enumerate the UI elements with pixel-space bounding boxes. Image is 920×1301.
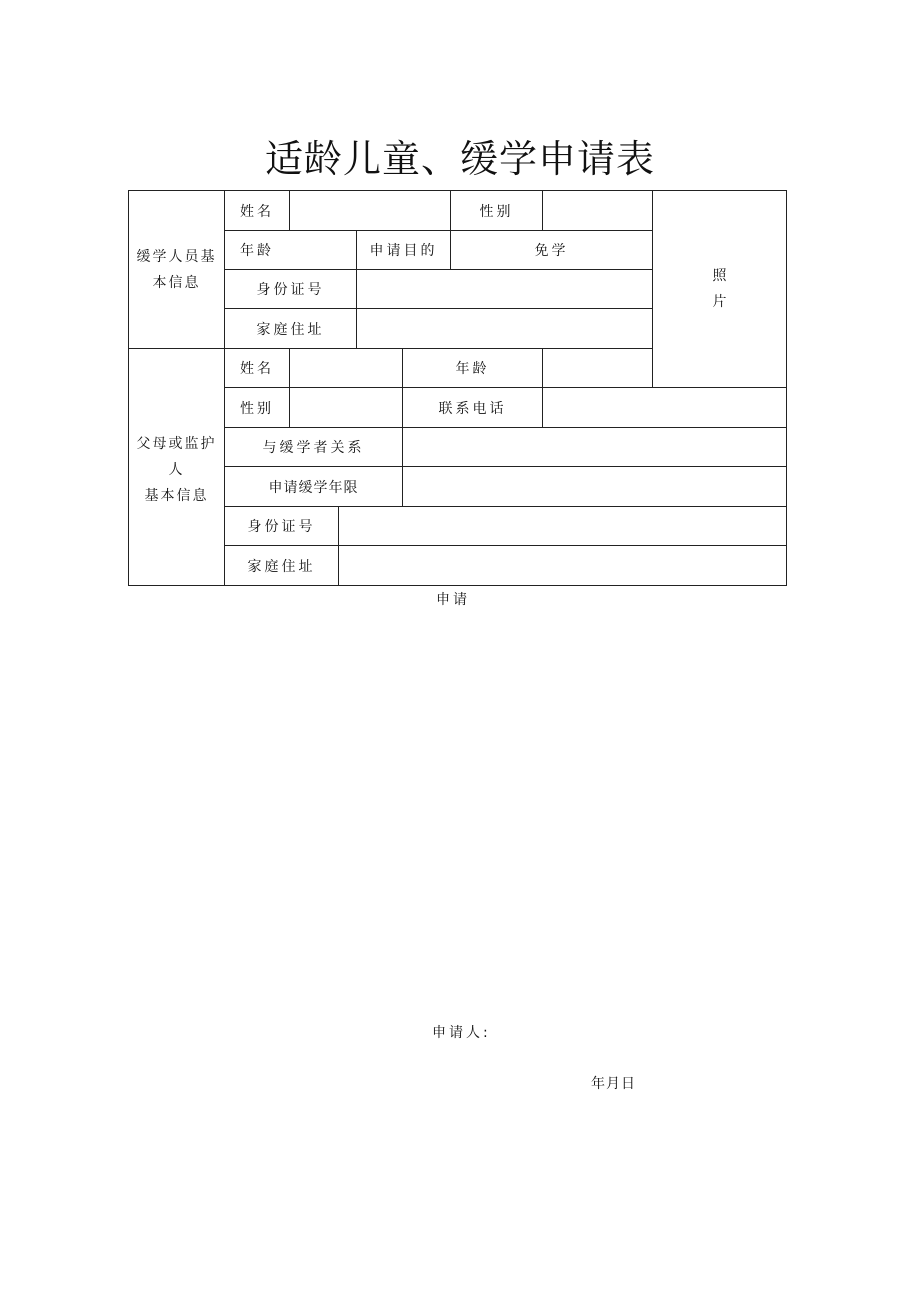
table-border-bottom [128,585,787,586]
guardian-id-field[interactable] [339,507,786,545]
form-title: 适龄儿童、缓学申请表 [264,137,655,181]
guardian-age-label: 年龄 [455,361,490,377]
purpose-label: 申请目的 [369,243,438,259]
section1-heading: 缓学人员基本信息 [136,249,217,291]
child-address-label: 家庭住址 [256,321,325,338]
guardian-id-label: 身份证号 [247,519,316,535]
relation-field[interactable] [403,428,786,466]
photo-label-line1: 照 [712,268,727,284]
guardian-age-field[interactable] [543,349,652,387]
child-id-field[interactable] [357,270,652,308]
guardian-phone-label: 联系电话 [438,400,507,417]
child-gender-field[interactable] [543,191,652,230]
child-gender-label: 性别 [479,203,514,220]
child-name-label: 姓名 [240,203,274,220]
relation-label: 与缓学者关系 [262,440,365,456]
guardian-phone-field[interactable] [543,388,786,427]
deferral-years-label: 申请缓学年限 [268,479,359,496]
deferral-years-field[interactable] [403,467,786,506]
child-name-field[interactable] [290,191,450,230]
child-id-label: 身份证号 [256,282,325,298]
child-age-label: 年龄 [240,243,274,259]
photo-box[interactable] [653,191,786,387]
guardian-gender-label: 性别 [240,400,274,417]
child-age-field[interactable] [290,231,356,269]
application-body-area[interactable] [128,612,787,1012]
apply-caption: 申请 [436,592,470,608]
child-address-field[interactable] [357,309,652,348]
table-border-right [786,190,787,586]
guardian-name-field[interactable] [290,349,402,387]
purpose-value[interactable]: 免学 [534,243,569,259]
guardian-address-field[interactable] [339,546,786,585]
date-label: 年月日 [591,1076,636,1092]
section2-heading-line2: 基本信息 [144,488,209,504]
guardian-name-label: 姓名 [240,361,274,377]
photo-label-line2: 片 [712,294,727,310]
application-form-table [0,0,920,620]
section2-heading-line1: 父母或监护人 [136,436,217,478]
guardian-gender-field[interactable] [290,388,402,427]
applicant-label: 申请人: [432,1025,491,1041]
section2-heading [129,436,224,504]
guardian-address-label: 家庭住址 [247,558,316,575]
